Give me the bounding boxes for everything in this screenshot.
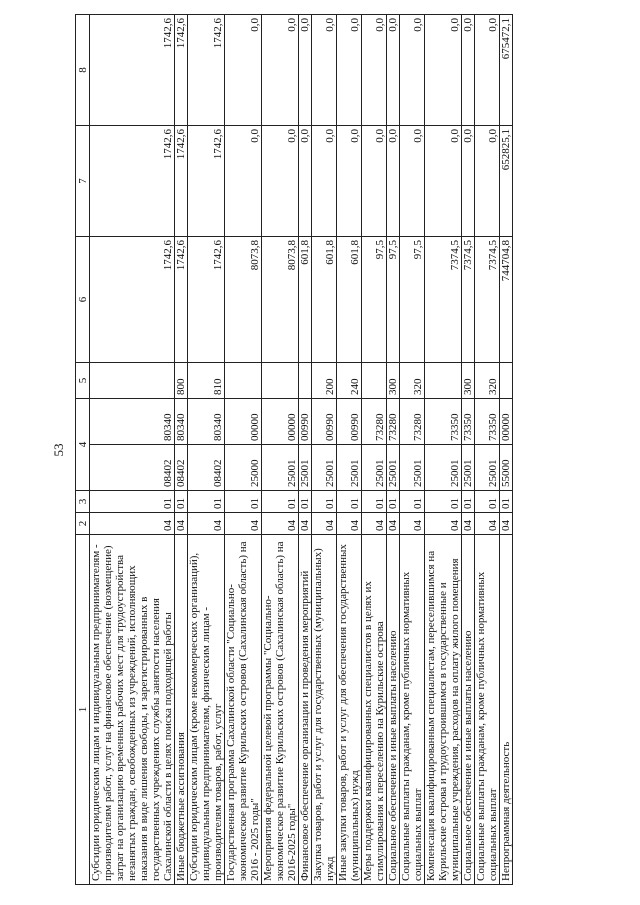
- col6-amount: 7374,5: [475, 237, 500, 363]
- col2-code: 04: [387, 513, 400, 535]
- col8-amount: 0,0: [312, 15, 337, 126]
- col4-direction-code: 00990: [312, 399, 337, 445]
- table-row: [500, 15, 513, 885]
- col4-program-code: 25001: [387, 445, 400, 491]
- page-number: 53: [51, 443, 66, 457]
- col3-code: 01: [225, 491, 262, 513]
- col-header-7: 7: [76, 126, 90, 237]
- col6-amount: 97,5: [400, 237, 425, 363]
- col4-program-code: 25001: [299, 445, 312, 491]
- col2-code: 04: [188, 513, 225, 535]
- table-body: [90, 15, 513, 885]
- row-name: Иные закупки товаров, работ и услуг для обеспечения государственных (муниципальных) нужд: [337, 535, 362, 885]
- col8-amount: 0,0: [400, 15, 425, 126]
- col6-amount: 601,8: [299, 237, 312, 363]
- col5-expense-type: 800: [175, 363, 188, 399]
- budget-table: [75, 14, 513, 885]
- col4-program-code: 25000: [225, 445, 262, 491]
- row-name: Социальное обеспечение и иные выплаты населению: [462, 535, 475, 885]
- col2-code: 04: [400, 513, 425, 535]
- col6-amount: 8073,8: [262, 237, 299, 363]
- col2-code: 04: [462, 513, 475, 535]
- col4-direction-code: 00990: [299, 399, 312, 445]
- col4-program-code: 25001: [262, 445, 299, 491]
- col2-code: 04: [299, 513, 312, 535]
- col2-code: 04: [362, 513, 387, 535]
- col5-expense-type: 300: [462, 363, 475, 399]
- row-name: Социальные выплаты гражданам, кроме публичных нормативных социальных выплат: [400, 535, 425, 885]
- header-row: [76, 15, 90, 885]
- col4-direction-code: 80340: [175, 399, 188, 445]
- table-row: [312, 15, 337, 885]
- table-row: [175, 15, 188, 885]
- col2-code: 04: [337, 513, 362, 535]
- col7-amount: 1742,6: [188, 126, 225, 237]
- col5-expense-type: 320: [475, 363, 500, 399]
- col8-amount: 0,0: [299, 15, 312, 126]
- row-name: Меры поддержки квалифицированных специалистов в целях их стимулирования к переселению на Курильские острова: [362, 535, 387, 885]
- col8-amount: 675472,1: [500, 15, 513, 126]
- col8-amount: 0,0: [462, 15, 475, 126]
- col7-amount: 0,0: [225, 126, 262, 237]
- col6-amount: 601,8: [312, 237, 337, 363]
- col4-program-code: 25001: [362, 445, 387, 491]
- col3-code: 01: [425, 491, 462, 513]
- col7-amount: 0,0: [262, 126, 299, 237]
- col3-code: 01: [475, 491, 500, 513]
- col7-amount: 0,0: [299, 126, 312, 237]
- table-row: [475, 15, 500, 885]
- table-row: [462, 15, 475, 885]
- col-header-5: 5: [76, 363, 90, 399]
- col2-code: 04: [312, 513, 337, 535]
- row-name: Непрограммная деятельность: [500, 535, 513, 885]
- col3-code: 01: [500, 491, 513, 513]
- col6-amount: 8073,8: [225, 237, 262, 363]
- row-name: Мероприятия федеральной целевой программы "Социально-экономическое развитие Курильских островов (Сахалинская область) на 2016-2025 годы": [262, 535, 299, 885]
- col4-program-code: 08402: [175, 445, 188, 491]
- col7-amount: 0,0: [400, 126, 425, 237]
- row-name: Субсидии юридическим лицам и индивидуальным предпринимателям - производителям работ, услуг на финансовое обеспечение (возмещение) затрат на организацию временных рабочих мест для трудоустройства незанятых граждан, освобожденных из учреждений, исполняющих наказания в виде лишения свободы, и зарегистрированных в государственных учреждениях службы занятости населения Сахалинской области в целях поиска подходящей работы: [90, 535, 175, 885]
- col7-amount: 0,0: [362, 126, 387, 237]
- row-name: Социальные выплаты гражданам, кроме публичных нормативных социальных выплат: [475, 535, 500, 885]
- col3-code: 01: [400, 491, 425, 513]
- row-name: Компенсация квалифицированным специалистам, переселившимся на Курильские острова и трудоустроившимся в государственные и муниципальные учреждения, расходов на оплату жилого помещения: [425, 535, 462, 885]
- col5-expense-type: [225, 363, 262, 399]
- col3-code: 01: [462, 491, 475, 513]
- col3-code: 01: [299, 491, 312, 513]
- col6-amount: 97,5: [387, 237, 400, 363]
- col4-program-code: 25001: [312, 445, 337, 491]
- col-header-3: 3: [76, 491, 90, 513]
- table-row: [337, 15, 362, 885]
- col4-program-code: 08402: [188, 445, 225, 491]
- col8-amount: 0,0: [337, 15, 362, 126]
- col8-amount: 0,0: [362, 15, 387, 126]
- col4-direction-code: 73280: [400, 399, 425, 445]
- col6-amount: 97,5: [362, 237, 387, 363]
- col4-direction-code: 00990: [337, 399, 362, 445]
- col6-amount: 1742,6: [188, 237, 225, 363]
- col3-code: 01: [337, 491, 362, 513]
- col8-amount: 1742,6: [188, 15, 225, 126]
- col6-amount: 1742,6: [175, 237, 188, 363]
- col7-amount: 1742,6: [90, 126, 175, 237]
- rotated-content: [45, 15, 640, 885]
- col7-amount: 0,0: [462, 126, 475, 237]
- table-row: [262, 15, 299, 885]
- col2-code: 04: [175, 513, 188, 535]
- col4-direction-code: 73350: [475, 399, 500, 445]
- col3-code: 01: [262, 491, 299, 513]
- col4-direction-code: 80340: [90, 399, 175, 445]
- col8-amount: 0,0: [225, 15, 262, 126]
- table-row: [299, 15, 312, 885]
- col5-expense-type: [500, 363, 513, 399]
- col2-code: 04: [90, 513, 175, 535]
- col4-direction-code: 80340: [188, 399, 225, 445]
- row-name: Социальное обеспечение и иные выплаты населению: [387, 535, 400, 885]
- col5-expense-type: 320: [400, 363, 425, 399]
- col3-code: 01: [188, 491, 225, 513]
- col5-expense-type: 200: [312, 363, 337, 399]
- col2-code: 04: [225, 513, 262, 535]
- col-header-2: 2: [76, 513, 90, 535]
- table-row: [188, 15, 225, 885]
- col7-amount: 0,0: [387, 126, 400, 237]
- col7-amount: 1742,6: [175, 126, 188, 237]
- col4-direction-code: 00000: [262, 399, 299, 445]
- col5-expense-type: [362, 363, 387, 399]
- col4-direction-code: 73350: [425, 399, 462, 445]
- col4-program-code: 25001: [337, 445, 362, 491]
- col-header-1: 1: [76, 535, 90, 885]
- col8-amount: 0,0: [425, 15, 462, 126]
- col-header-6: 6: [76, 237, 90, 363]
- col8-amount: 1742,6: [90, 15, 175, 126]
- col4-direction-code: 73350: [462, 399, 475, 445]
- col4-direction-code: 73280: [387, 399, 400, 445]
- col8-amount: 1742,6: [175, 15, 188, 126]
- col4-direction-code: 00000: [500, 399, 513, 445]
- col4-program-code: 08402: [90, 445, 175, 491]
- table-row: [90, 15, 175, 885]
- col7-amount: 0,0: [425, 126, 462, 237]
- col3-code: 01: [312, 491, 337, 513]
- col4-direction-code: 73280: [362, 399, 387, 445]
- col5-expense-type: [90, 363, 175, 399]
- row-name: Субсидии юридическим лицам (кроме некоммерческих организаций), индивидуальным предпринимателям, физическим лицам - производителям товаров, работ, услуг: [188, 535, 225, 885]
- col2-code: 04: [475, 513, 500, 535]
- col2-code: 04: [500, 513, 513, 535]
- col5-expense-type: 240: [337, 363, 362, 399]
- col3-code: 01: [362, 491, 387, 513]
- table-row: [362, 15, 387, 885]
- col5-expense-type: [299, 363, 312, 399]
- col3-code: 01: [90, 491, 175, 513]
- col4-program-code: 25001: [475, 445, 500, 491]
- col-header-4: 4: [76, 399, 90, 491]
- col7-amount: 0,0: [312, 126, 337, 237]
- table-row: [225, 15, 262, 885]
- col3-code: 01: [387, 491, 400, 513]
- col8-amount: 0,0: [387, 15, 400, 126]
- col8-amount: 0,0: [262, 15, 299, 126]
- col6-amount: 1742,6: [90, 237, 175, 363]
- col6-amount: 7374,5: [462, 237, 475, 363]
- col3-code: 01: [175, 491, 188, 513]
- col5-expense-type: 300: [387, 363, 400, 399]
- col2-code: 04: [262, 513, 299, 535]
- col7-amount: 0,0: [337, 126, 362, 237]
- col-header-8: 8: [76, 15, 90, 126]
- row-name: Иные бюджетные ассигнования: [175, 535, 188, 885]
- table-row: [387, 15, 400, 885]
- col4-direction-code: 00000: [225, 399, 262, 445]
- row-name: Финансовое обеспечение организации и проведения мероприятий: [299, 535, 312, 885]
- col7-amount: 0,0: [475, 126, 500, 237]
- col8-amount: 0,0: [475, 15, 500, 126]
- row-name: Государственная программа Сахалинской области "Социально-экономическое развитие Курильских островов (Сахалинская область) на 2016 - 2025 годы": [225, 535, 262, 885]
- col5-expense-type: 810: [188, 363, 225, 399]
- col2-code: 04: [425, 513, 462, 535]
- col4-program-code: 55000: [500, 445, 513, 491]
- col6-amount: 744704,8: [500, 237, 513, 363]
- col6-amount: 7374,5: [425, 237, 462, 363]
- row-name: Закупка товаров, работ и услуг для государственных (муниципальных) нужд: [312, 535, 337, 885]
- col4-program-code: 25001: [462, 445, 475, 491]
- col5-expense-type: [262, 363, 299, 399]
- col4-program-code: 25001: [400, 445, 425, 491]
- col7-amount: 652825,1: [500, 126, 513, 237]
- table-row: [400, 15, 425, 885]
- table-row: [425, 15, 462, 885]
- col6-amount: 601,8: [337, 237, 362, 363]
- col5-expense-type: [425, 363, 462, 399]
- col4-program-code: 25001: [425, 445, 462, 491]
